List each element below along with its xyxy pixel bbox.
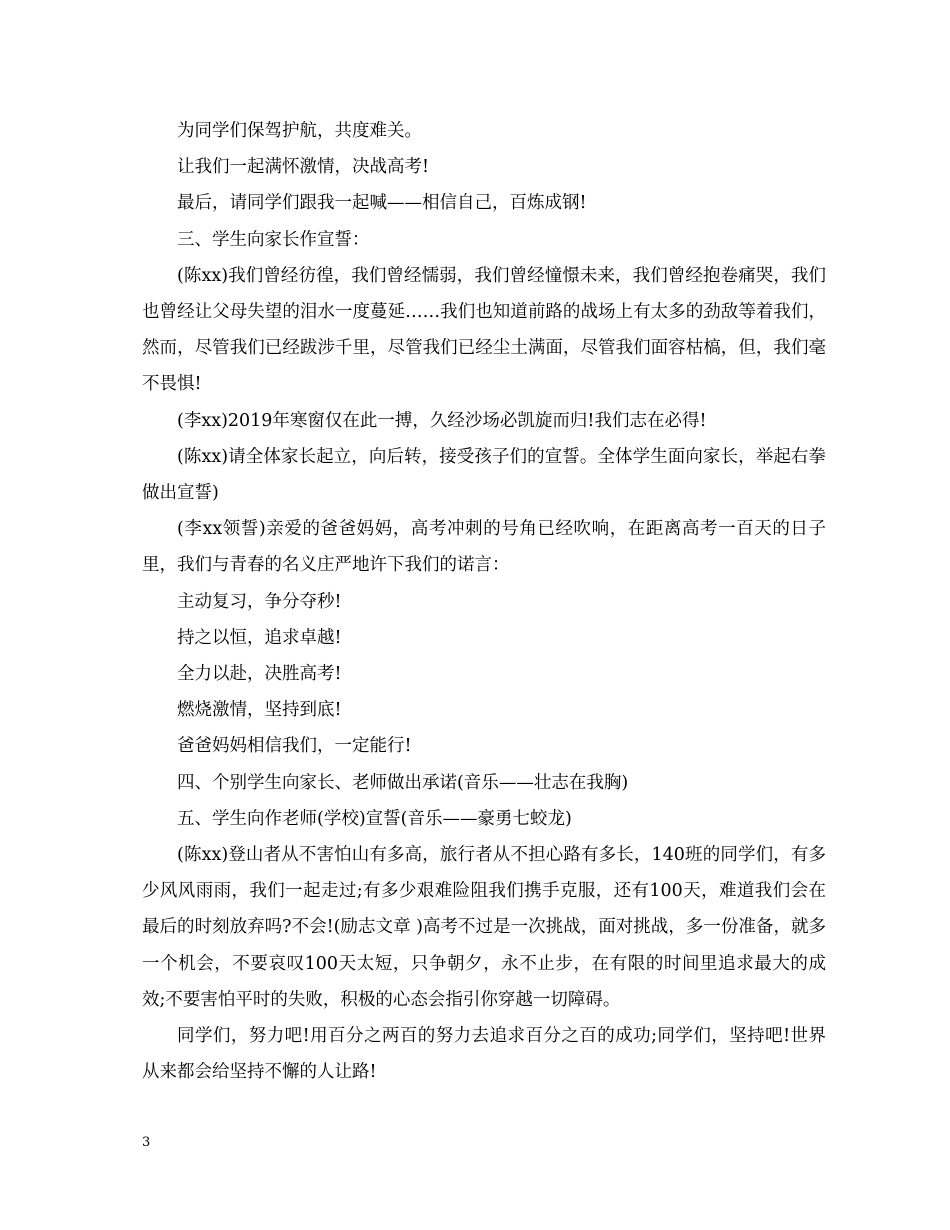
paragraph-6: (李xx)2019年寒窗仅在此一搏，久经沙场必凯旋而归!我们志在必得! — [177, 410, 707, 431]
oath-line-2: 持之以恒，追求卓越! — [177, 627, 342, 648]
section-heading-3: 三、学生向家长作宣誓： — [177, 229, 370, 250]
paragraph-16: (陈xx)登山者从不害怕山有多高，旅行者从不担心路有多长，140班的同学们，有多少风风雨雨，我们一起走过;有多少艰难险阻我们携手克服，还有100天，难道我们会在最后的时刻放弃吗?不会!(励志文章 )高考不过是一次挑战，面对挑战，多一份准备，就多一个机会，不要哀叹100天太短，只争朝夕，永不止步，在有限的时间里追求最大的成效;不要害怕平时的失败，积极的心态会指引你穿越一切障碍。 — [142, 845, 826, 1010]
oath-line-1: 主动复习，争分夺秒! — [177, 591, 342, 612]
paragraph-17: 同学们，努力吧!用百分之两百的努力去追求百分之百的成功;同学们，坚持吧!世界从来都会给坚持不懈的人让路! — [142, 1026, 826, 1083]
oath-line-5: 爸爸妈妈相信我们，一定能行! — [177, 736, 412, 757]
page-number: 3 — [142, 1135, 151, 1150]
paragraph-8: (李xx领誓)亲爱的爸爸妈妈，高考冲刺的号角已经吹响，在距离高考一百天的日子里，我们与青春的名义庄严地许下我们的诺言： — [142, 519, 826, 576]
document-body — [142, 113, 826, 1090]
paragraph-2: 让我们一起满怀激情，决战高考! — [177, 157, 430, 178]
paragraph-1: 为同学们保驾护航，共度难关。 — [177, 121, 422, 141]
paragraph-5: (陈xx)我们曾经彷徨，我们曾经懦弱，我们曾经憧憬未来，我们曾经抱卷痛哭，我们也曾经让父母失望的泪水一度蔓延……我们也知道前路的战场上有太多的劲敌等着我们，然而，尽管我们已经跋涉千里，尽管我们已经尘土满面，尽管我们面容枯槁，但，我们毫不畏惧! — [142, 265, 826, 395]
oath-line-4: 燃烧激情，坚持到底! — [177, 700, 342, 721]
section-heading-5: 五、学生向作老师(学校)宣誓(音乐——豪勇七蛟龙) — [177, 808, 572, 829]
paragraph-3: 最后，请同学们跟我一起喊——相信自己，百炼成钢! — [177, 193, 587, 214]
section-heading-4: 四、个别学生向家长、老师做出承诺(音乐——壮志在我胸) — [177, 772, 629, 793]
paragraph-7: (陈xx)请全体家长起立，向后转，接受孩子们的宣誓。全体学生面向家长，举起右拳做出宣誓) — [142, 446, 826, 504]
oath-line-3: 全力以赴，决胜高考! — [177, 664, 342, 685]
